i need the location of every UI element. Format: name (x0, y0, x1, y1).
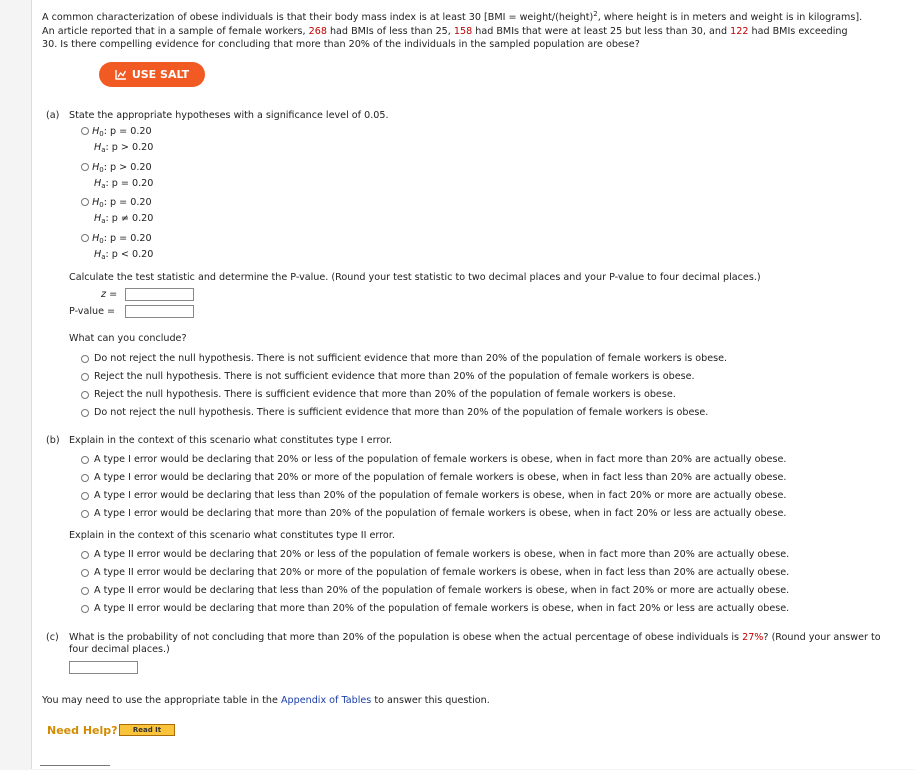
h-symbol: H (92, 162, 100, 173)
need-help-label: Need Help? (47, 724, 118, 737)
option-text: A type II error would be declaring that less than 20% of the population of female workers is obese, when in fact 20% or more are actually obese. (94, 585, 790, 596)
ha-subscript: a (101, 182, 106, 190)
part-c-input[interactable] (69, 661, 138, 674)
cutoff-control (40, 765, 110, 770)
option-text: A type II error would be declaring that more than 20% of the population of female workers is obese, when in fact 20% or less are actually obese. (94, 603, 790, 614)
h0-subscript: 0 (99, 166, 104, 174)
type1-option[interactable] (81, 487, 786, 505)
prompt-text: What is the probability of not concluding that more than 20% of the population is obese when the actual percentage of obese individuals is (69, 632, 743, 643)
option-text: A type II error would be declaring that 20% or more of the population of female workers is obese, when in fact less than 20% are actually obese. (94, 567, 790, 578)
part-a-prompt: State the appropriate hypotheses with a significance level of 0.05. (69, 110, 389, 121)
ha-subscript: a (101, 146, 106, 154)
value-268: 268 (308, 25, 327, 37)
ha-text: : p = 0.20 (105, 178, 154, 189)
use-salt-label: USE SALT (131, 68, 190, 81)
type1-option[interactable] (81, 469, 786, 487)
actual-percentage: 27% (742, 632, 764, 643)
radio-button[interactable] (81, 605, 89, 613)
h-symbol: H (92, 233, 100, 244)
hypothesis-option[interactable] (81, 161, 153, 193)
option-text: A type I error would be declaring that 20% or more of the population of female workers is obese, when in fact less than 20% are actually obese. (94, 472, 787, 483)
option-text: A type I error would be declaring that less than 20% of the population of female workers is obese, when in fact 20% or more are actually obese. (94, 490, 787, 501)
radio-button[interactable] (81, 409, 89, 417)
p-value-label: P-value = (69, 306, 116, 317)
h0-text: : p = 0.20 (103, 126, 152, 137)
ha-text: : p > 0.20 (105, 142, 154, 153)
footer-text: to answer this question. (371, 695, 490, 706)
radio-button[interactable] (81, 551, 89, 559)
conclusion-text: Do not reject the null hypothesis. There is sufficient evidence that more than 20% of the population of female workers is obese. (94, 407, 709, 418)
radio-button[interactable] (81, 474, 89, 482)
radio-button[interactable] (81, 510, 89, 518)
ha-subscript: a (101, 217, 106, 225)
h-symbol: H (94, 142, 102, 153)
radio-button[interactable] (81, 492, 89, 500)
part-c-label: (c) (46, 632, 59, 643)
hypothesis-option[interactable] (81, 125, 153, 157)
calc-prompt: Calculate the test statistic and determine the P-value. (Round your test statistic to two decimal places and your P-value to four decimal places.) (69, 272, 761, 283)
type1-option[interactable] (81, 505, 786, 523)
type1-options (81, 451, 786, 523)
option-text: A type I error would be declaring that 20% or less of the population of female workers is obese, when in fact more than 20% are actually obese. (94, 454, 787, 465)
part-a-label: (a) (46, 110, 60, 121)
conclusion-option[interactable] (81, 386, 727, 404)
radio-button[interactable] (81, 355, 89, 363)
conclusion-option[interactable] (81, 404, 727, 422)
radio-button[interactable] (81, 569, 89, 577)
superscript: 2 (593, 10, 598, 18)
z-input[interactable] (125, 288, 194, 301)
intro-text: A common characterization of obese individuals is that their body mass index is at least 30 [BMI = weight/(height) (42, 12, 594, 24)
intro-text: had BMIs of less than 25, (326, 25, 454, 37)
intro-text: , where height is in meters and weight is in kilograms]. (597, 12, 863, 24)
read-it-button[interactable]: Read It (119, 724, 175, 736)
type2-option[interactable] (81, 546, 789, 564)
p-value-input[interactable] (125, 305, 194, 318)
intro-text: had BMIs that were at least 25 but less than 30, and (472, 25, 731, 37)
problem-statement (42, 8, 862, 51)
option-text: A type II error would be declaring that 20% or less of the population of female workers is obese, when in fact more than 20% are actually obese. (94, 549, 790, 560)
h0-text: : p = 0.20 (103, 233, 152, 244)
radio-button[interactable] (81, 163, 89, 171)
conclusion-text: Reject the null hypothesis. There is sufficient evidence that more than 20% of the population of female workers is obese. (94, 389, 676, 400)
h-symbol: H (94, 213, 102, 224)
radio-button[interactable] (81, 587, 89, 595)
chart-icon (115, 69, 127, 80)
radio-button[interactable] (81, 127, 89, 135)
intro-text: had BMIs exceeding (748, 25, 848, 37)
conclusion-options (81, 350, 727, 422)
intro-text: 30. Is there compelling evidence for concluding that more than 20% of the individuals in the sampled population are obese? (42, 39, 640, 50)
type1-prompt: Explain in the context of this scenario what constitutes type I error. (69, 435, 393, 446)
type2-options (81, 546, 789, 618)
option-text: A type I error would be declaring that more than 20% of the population of female workers is obese, when in fact 20% or less are actually obese. (94, 508, 787, 519)
question-card (31, 0, 915, 769)
h0-subscript: 0 (99, 237, 104, 245)
appendix-link[interactable]: Appendix of Tables (280, 695, 372, 706)
prompt-text: four decimal places.) (69, 644, 170, 655)
type2-prompt: Explain in the context of this scenario what constitutes type II error. (69, 530, 395, 541)
conclusion-option[interactable] (81, 350, 727, 368)
part-c-prompt (69, 632, 881, 656)
type2-option[interactable] (81, 600, 789, 618)
hypothesis-option[interactable] (81, 232, 153, 264)
h-symbol: H (94, 249, 102, 260)
h0-text: : p = 0.20 (103, 197, 152, 208)
h-symbol: H (92, 126, 100, 137)
h0-subscript: 0 (99, 130, 104, 138)
ha-text: : p ≠ 0.20 (105, 213, 154, 224)
value-158: 158 (453, 25, 473, 37)
radio-button[interactable] (81, 234, 89, 242)
footer-text: You may need to use the appropriate table in the (42, 695, 281, 706)
h-symbol: H (94, 178, 102, 189)
value-122: 122 (730, 25, 749, 37)
prompt-text: ? (Round your answer to (763, 632, 881, 643)
hypothesis-option[interactable] (81, 196, 153, 228)
type2-option[interactable] (81, 564, 789, 582)
ha-text: : p < 0.20 (105, 249, 154, 260)
ha-subscript: a (101, 253, 106, 261)
conclusion-text: Do not reject the null hypothesis. There is not sufficient evidence that more than 20% of the population of female workers is obese. (94, 353, 728, 364)
h0-text: : p > 0.20 (103, 162, 152, 173)
use-salt-button[interactable] (99, 62, 205, 87)
part-b-label: (b) (46, 435, 60, 446)
conclusion-option[interactable] (81, 368, 727, 386)
radio-button[interactable] (81, 456, 89, 464)
radio-button[interactable] (81, 391, 89, 399)
h0-subscript: 0 (99, 201, 104, 209)
type2-option[interactable] (81, 582, 789, 600)
conclude-prompt: What can you conclude? (69, 333, 187, 344)
radio-button[interactable] (81, 198, 89, 206)
z-label: z = (101, 289, 118, 300)
type1-option[interactable] (81, 451, 786, 469)
h-symbol: H (92, 197, 100, 208)
intro-text: An article reported that in a sample of female workers, (42, 25, 309, 37)
conclusion-text: Reject the null hypothesis. There is not sufficient evidence that more than 20% of the population of female workers is obese. (94, 371, 695, 382)
appendix-note (42, 695, 490, 706)
radio-button[interactable] (81, 373, 89, 381)
